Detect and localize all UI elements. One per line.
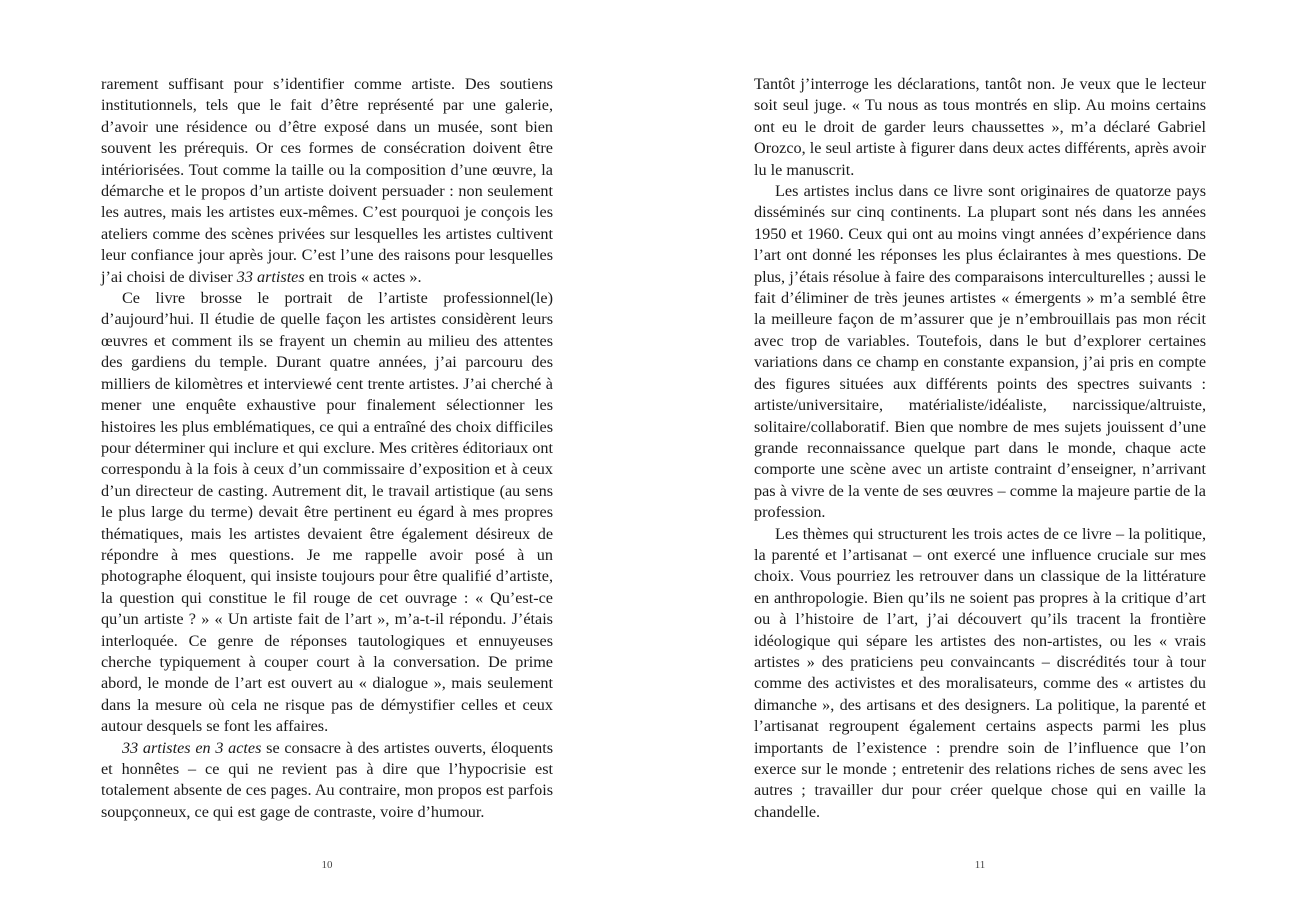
right-page: [754, 74, 1206, 823]
text-segment: Les thèmes qui structurent les trois actes de ce livre – la politique, la parenté et l’artisanat – ont exercé une influence cruciale sur mes choix. Vous pourriez les retrouver dans un classique de la littérature en anthropologie. Bien qu’ils ne soient pas propres à la critique d’art ou à l’histoire de l’art, j’ai découvert qu’ils tracent la frontière idéologique qui sépare les artistes des non-artistes, ou les « vrais artistes » des praticiens peu convaincants – discrédités tour à tour comme des activistes et des moralisateurs, comme des « artistes du dimanche », des artisans et des designers. La politique, la parenté et l’artisanat regroupent également certains aspects parmi les plus importants de l’existence : prendre soin de l’influence que l’on exerce sur le monde ; entretenir des relations riches de sens avec les autres ; travailler dur pour créer quelque chose qui en vaille la chandelle.: [754, 524, 1206, 821]
book-title-italic: 33 artistes: [236, 267, 305, 286]
left-paragraph-3: [101, 738, 553, 824]
right-paragraph-2: [754, 181, 1206, 524]
text-segment: Tantôt j’interroge les déclarations, tantôt non. Je veux que le lecteur soit seul juge. « Tu nous as tous montrés en slip. Au moins certains ont eu le droit de garder leurs chaussettes », m’a déclaré Gabriel Orozco, le seul artiste à figurer dans deux actes différents, après avoir lu le manuscrit.: [754, 75, 1206, 179]
text-segment: Les artistes inclus dans ce livre sont originaires de quatorze pays disséminés sur cinq continents. La plupart sont nés dans les années 1950 et 1960. Ceux qui ont au moins vingt années d’expérience dans l’art ont donné les réponses les plus éclairantes à mes questions. De plus, j’étais résolue à faire des comparaisons interculturelles ; aussi le fait d’éliminer de très jeunes artistes « émergents » m’a semblé être la meilleure façon de m’assurer que je n’embrouillais pas mon récit avec trop de variables. Toutefois, dans le but d’explorer certaines variations dans ce champ en constante expansion, j’ai pris en compte des figures situées aux différents points des spectres suivants : artiste/universitaire, matérialiste/idéaliste, narcissique/altruiste, solitaire/collaboratif. Bien que nombre de mes sujets jouissent d’une grande reconnaissance quelque part dans le monde, chaque acte comporte une scène avec un artiste contraint d’enseigner, n’arrivant pas à vivre de la vente de ses œuvres – comme la majeure partie de la profession.: [754, 182, 1206, 522]
right-paragraph-1: [754, 74, 1206, 181]
right-paragraph-3: [754, 524, 1206, 824]
left-paragraph-1: [101, 74, 553, 288]
left-page: [101, 74, 553, 823]
left-paragraph-2: [101, 288, 553, 738]
book-title-italic: 33 artistes en 3 actes: [122, 738, 262, 757]
text-segment: se consacre à des artistes ouverts, éloquents et honnêtes – ce qui ne revient pas à dire que l’hypocrisie est totalement absente de ces pages. Au contraire, mon propos est parfois soupçonneux, ce qui est gage de contraste, voire d’humour.: [101, 738, 553, 821]
text-segment: rarement suffisant pour s’identifier comme artiste. Des soutiens institutionnels, tels que le fait d’être représenté par une galerie, d’avoir une résidence ou d’être exposé dans un musée, sont bien souvent les prérequis. Or ces formes de consécration doivent être intériorisées. Tout comme la taille ou la composition d’une œuvre, la démarche et le propos d’un artiste doivent persuader : non seulement les autres, mais les artistes eux-mêmes. C’est pourquoi je conçois les ateliers comme des scènes privées sur lesquelles les artistes cultivent leur confiance jour après jour. C’est l’une des raisons pour lesquelles j’ai choisi de diviser: [101, 75, 553, 286]
page-number-right: 11: [974, 859, 986, 871]
text-segment: en trois « actes ».: [304, 267, 422, 286]
page-number-left: 10: [321, 859, 333, 871]
text-segment: Ce livre brosse le portrait de l’artiste professionnel(le) d’aujourd’hui. Il étudie de quelle façon les artistes considèrent leurs œuvres et comment ils se frayent un chemin au milieu des attentes des gardiens du temple. Durant quatre années, j’ai parcouru des milliers de kilomètres et interviewé cent trente artistes. J’ai cherché à mener une enquête exhaustive pour finalement sélectionner les histoires les plus emblématiques, ce qui a entraîné des choix difficiles pour déterminer qui inclure et qui exclure. Mes critères éditoriaux ont correspondu à la fois à ceux d’un commissaire d’exposition et à ceux d’un directeur de casting. Autrement dit, le travail artistique (au sens le plus large du terme) devait être pertinent eu égard à mes propres thématiques, mais les artistes devaient être également désireux de répondre à mes questions. Je me rappelle avoir posé à un photographe éloquent, qui insiste toujours pour être qualifié d’artiste, la question qui constitue le fil rouge de cet ouvrage : « Qu’est-ce qu’un artiste ? » « Un artiste fait de l’art », m’a-t-il répondu. J’étais interloquée. Ce genre de réponses tautologiques et ennuyeuses cherche typiquement à couper court à la conversation. De prime abord, le monde de l’art est ouvert au « dialogue », mais seulement dans la mesure où cela ne risque pas de démystifier celles et ceux autour desquels se font les affaires.: [101, 289, 553, 736]
